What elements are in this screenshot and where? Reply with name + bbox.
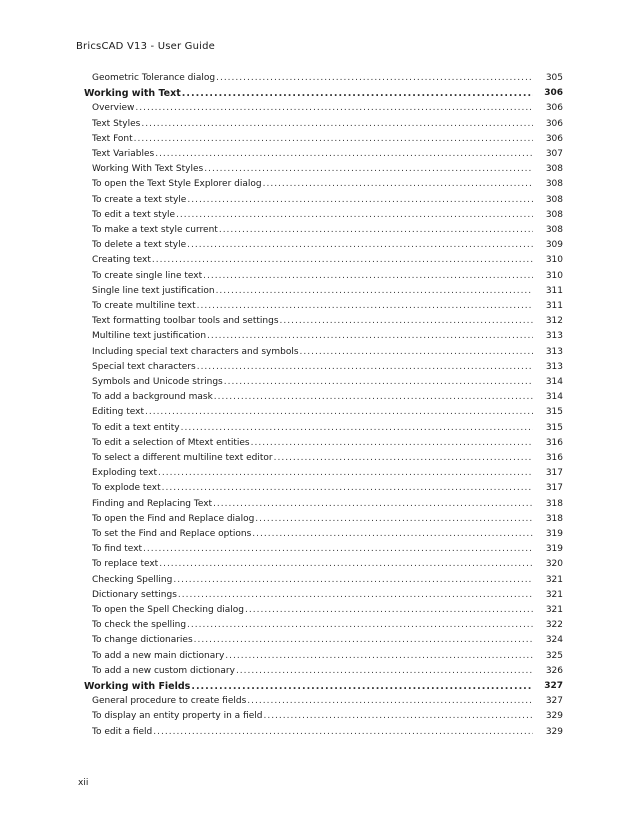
toc-entry[interactable] <box>0 405 638 420</box>
toc-entry-title <box>92 603 533 618</box>
toc-entry-title-text: Single line text justification <box>92 285 215 296</box>
toc-entry-title-text: To open the Text Style Explorer dialog <box>92 179 262 190</box>
toc-entry-page: 311 <box>545 301 563 311</box>
toc-entry-page: 306 <box>545 133 563 144</box>
toc-entry-title <box>92 451 533 466</box>
toc-entry-title-text: Exploding text <box>92 468 157 479</box>
toc-entry-page: 329 <box>545 711 563 722</box>
toc-entry[interactable] <box>0 253 638 268</box>
toc-entry-title-text: Text Variables <box>92 149 155 159</box>
toc-entry-title-text: To add a new main dictionary <box>92 650 225 661</box>
toc-entry-title <box>92 162 533 177</box>
toc-entry-title-text: To display an entity property in a field <box>92 711 263 722</box>
toc-entry-title <box>92 390 533 405</box>
toc-entry-title <box>92 208 533 223</box>
toc-entry[interactable] <box>0 223 638 238</box>
toc-entry-title-text: To add a background mask <box>92 392 213 403</box>
toc-entry-title <box>92 193 533 208</box>
toc-entry-title <box>92 694 533 709</box>
toc-entry-page: 326 <box>545 665 563 676</box>
toc-entry[interactable] <box>0 527 638 542</box>
toc-entry[interactable] <box>0 694 638 709</box>
toc-entry-page: 319 <box>545 544 563 555</box>
toc-entry[interactable] <box>0 101 638 116</box>
toc-entry-title-text: To create single line text <box>92 270 203 281</box>
toc-entry-page: 321 <box>545 574 563 585</box>
toc-entry-page: 313 <box>545 346 563 357</box>
toc-entry[interactable] <box>0 375 638 390</box>
toc-entry-title <box>92 329 533 344</box>
toc-entry-page: 308 <box>545 194 563 205</box>
toc-entry-title <box>92 481 533 496</box>
toc-entry[interactable] <box>0 481 638 496</box>
toc-entry-title <box>92 299 533 314</box>
toc-entry[interactable] <box>0 360 638 375</box>
toc-entry-page: 313 <box>545 361 563 372</box>
toc-entry-page: 316 <box>545 437 563 448</box>
toc-entry[interactable] <box>0 512 638 527</box>
toc-entry-page: 307 <box>545 149 563 159</box>
toc-entry-page: 310 <box>545 255 563 266</box>
toc-entry[interactable] <box>0 664 638 679</box>
toc-entry-page: 309 <box>545 240 563 251</box>
toc-entry-page: 329 <box>545 726 563 737</box>
toc-entry-page: 325 <box>545 650 563 661</box>
page-header: BricsCAD V13 - User Guide <box>76 41 216 52</box>
toc-entry-title-text: Overview <box>92 103 135 114</box>
toc-entry-title <box>92 375 533 390</box>
toc-entry-title-text: Dictionary settings <box>92 589 177 600</box>
toc-entry-title-text: To edit a text entity <box>92 422 180 433</box>
toc-entry-page: 308 <box>545 225 563 235</box>
toc-entry-title <box>92 253 533 268</box>
toc-entry-page: 306 <box>545 103 563 114</box>
toc-entry-page: 319 <box>545 529 563 539</box>
toc-entry-title-text: To add a new custom dictionary <box>92 665 235 676</box>
toc-entry[interactable] <box>0 557 638 572</box>
toc-entry[interactable] <box>0 466 638 481</box>
toc-entry-title <box>92 71 533 86</box>
toc-entry-title <box>84 86 533 101</box>
toc-entry[interactable] <box>0 86 638 101</box>
toc-entry-page: 306 <box>545 118 563 129</box>
toc-entry-title <box>92 557 533 572</box>
toc-entry[interactable] <box>0 497 638 512</box>
toc-entry[interactable] <box>0 132 638 147</box>
toc-entry-title <box>92 527 533 542</box>
toc-entry-title-text: To delete a text style <box>92 240 187 251</box>
toc-entry-title <box>92 405 533 420</box>
toc-entry-title-text: Text Font <box>92 133 133 144</box>
toc-entry-title-text: Multiline text justification <box>92 331 207 342</box>
toc-entry[interactable] <box>0 162 638 177</box>
toc-entry-page: 316 <box>545 453 563 463</box>
toc-entry-page: 327 <box>545 696 563 707</box>
toc-entry-title-text: To open the Spell Checking dialog <box>92 605 245 615</box>
toc-entry-title <box>92 269 533 284</box>
toc-entry-title-text: To edit a selection of Mtext entities <box>92 437 250 448</box>
toc-entry-title <box>92 132 533 147</box>
toc-entry-title <box>92 633 533 648</box>
toc-entry[interactable] <box>0 588 638 603</box>
toc-entry[interactable] <box>0 709 638 724</box>
toc-entry-page: 308 <box>545 209 563 220</box>
toc-entry-title <box>92 618 533 633</box>
toc-entry-page: 310 <box>545 270 563 281</box>
toc-entry-title <box>92 360 533 375</box>
toc-entry-title-text: To make a text style current <box>92 225 218 235</box>
toc-entry-page: 321 <box>545 589 563 600</box>
toc-entry-title-text: Working with Fields <box>84 681 191 692</box>
toc-entry-title-text: To change dictionaries <box>92 635 193 646</box>
toc-entry-title-text: Text formatting toolbar tools and settings <box>92 316 279 327</box>
toc-entry-title <box>92 284 533 299</box>
toc-entry[interactable] <box>0 633 638 648</box>
toc-entry[interactable] <box>0 147 638 162</box>
toc-entry-page: 314 <box>545 392 563 403</box>
toc-entry-title-text: To set the Find and Replace options <box>92 529 252 539</box>
toc-entry-title <box>92 101 533 116</box>
toc-entry-title <box>92 223 533 238</box>
toc-entry-title-text: Checking Spelling <box>92 574 173 585</box>
toc-entry-title <box>92 466 533 481</box>
toc-entry-title-text: Text Styles <box>92 118 141 129</box>
toc-entry-title-text: To find text <box>92 544 143 555</box>
toc-entry-title <box>92 436 533 451</box>
toc-entry-page: 327 <box>544 681 563 691</box>
toc-entry-title <box>84 679 533 694</box>
toc-entry[interactable] <box>0 573 638 588</box>
toc-entry-page: 308 <box>545 164 563 175</box>
toc-entry-title <box>92 147 533 162</box>
toc-entry[interactable] <box>0 238 638 253</box>
toc-entry-title-text: Including special text characters and symbols <box>92 346 299 357</box>
toc-entry-title-text: General procedure to create fields <box>92 696 247 707</box>
toc-entry[interactable] <box>0 603 638 618</box>
toc-entry-page: 317 <box>545 483 563 494</box>
toc-entry-title <box>92 345 533 360</box>
toc-entry-title <box>92 573 533 588</box>
toc-entry[interactable] <box>0 71 638 86</box>
toc-entry-title-text: To check the spelling <box>92 620 187 631</box>
toc-entry[interactable] <box>0 314 638 329</box>
toc-entry-title <box>92 709 533 724</box>
toc-entry-page: 321 <box>545 605 563 615</box>
toc-entry-title-text: Working With Text Styles <box>92 164 204 175</box>
toc-entry-title <box>92 238 533 253</box>
toc-entry[interactable] <box>0 193 638 208</box>
toc-entry-title-text: To create a text style <box>92 194 187 205</box>
toc-entry[interactable] <box>0 725 638 740</box>
toc-entry[interactable] <box>0 177 638 192</box>
toc-entry-title <box>92 725 533 740</box>
toc-entry-title-text: To explode text <box>92 483 161 494</box>
toc-entry[interactable] <box>0 345 638 360</box>
toc-entry-title-text: Creating text <box>92 255 151 266</box>
toc-entry-page: 312 <box>545 316 563 327</box>
toc-entry[interactable] <box>0 649 638 664</box>
toc-entry-page: 311 <box>545 285 563 296</box>
toc-entry-title-text: Symbols and Unicode strings <box>92 377 223 387</box>
toc-entry[interactable] <box>0 269 638 284</box>
toc-entry[interactable] <box>0 284 638 299</box>
toc-entry-page: 320 <box>545 559 563 570</box>
toc-entry[interactable] <box>0 390 638 405</box>
toc-entry-title <box>92 542 533 557</box>
toc-entry-page: 308 <box>545 179 563 190</box>
toc-entry-page: 317 <box>545 468 563 479</box>
toc-entry[interactable] <box>0 208 638 223</box>
toc-entry-title <box>92 512 533 527</box>
toc-entry-title <box>92 588 533 603</box>
toc-entry-title-text: To edit a text style <box>92 209 176 220</box>
toc-entry-title-text: To create multiline text <box>92 301 196 311</box>
toc-entry-page: 324 <box>545 635 563 646</box>
toc-entry-title-text: Working with Text <box>84 88 181 100</box>
toc-entry[interactable] <box>0 542 638 557</box>
toc-entry-title <box>92 497 533 512</box>
toc-entry-page: 318 <box>545 513 563 524</box>
toc-entry-title <box>92 664 533 679</box>
toc-entry[interactable] <box>0 329 638 344</box>
toc-entry-title <box>92 177 533 192</box>
toc-entry-title <box>92 649 533 664</box>
page-number: xii <box>78 778 89 788</box>
toc-entry-page: 313 <box>545 331 563 342</box>
toc-entry[interactable] <box>0 299 638 314</box>
toc-entry-page: 306 <box>544 88 563 99</box>
toc-entry-page: 315 <box>545 422 563 433</box>
toc-entry-title-text: Geometric Tolerance dialog <box>92 73 216 83</box>
toc-entry-title <box>92 117 533 132</box>
toc-entry[interactable] <box>0 618 638 633</box>
toc-entry[interactable] <box>0 451 638 466</box>
toc-entry-page: 318 <box>545 498 563 509</box>
toc-entry-title <box>92 421 533 436</box>
toc-entry[interactable] <box>0 436 638 451</box>
toc-entry-title-text: To open the Find and Replace dialog <box>92 513 255 524</box>
toc-entry-title-text: Special text characters <box>92 361 196 372</box>
toc-entry-title-text: To replace text <box>92 559 159 570</box>
toc-entry-title <box>92 314 533 329</box>
toc-entry-page: 305 <box>545 73 563 83</box>
toc-entry-page: 314 <box>545 377 563 387</box>
toc-entry-page: 315 <box>545 407 563 418</box>
toc-entry-title-text: To edit a field <box>92 726 153 737</box>
toc-entry[interactable] <box>0 421 638 436</box>
toc-entry[interactable] <box>0 117 638 132</box>
toc-entry-title-text: To select a different multiline text editor <box>92 453 273 463</box>
toc-entry-title-text: Editing text <box>92 407 144 418</box>
toc-entry-page: 322 <box>545 620 563 631</box>
toc-entry[interactable] <box>0 679 638 694</box>
toc-entry-title-text: Finding and Replacing Text <box>92 498 213 509</box>
